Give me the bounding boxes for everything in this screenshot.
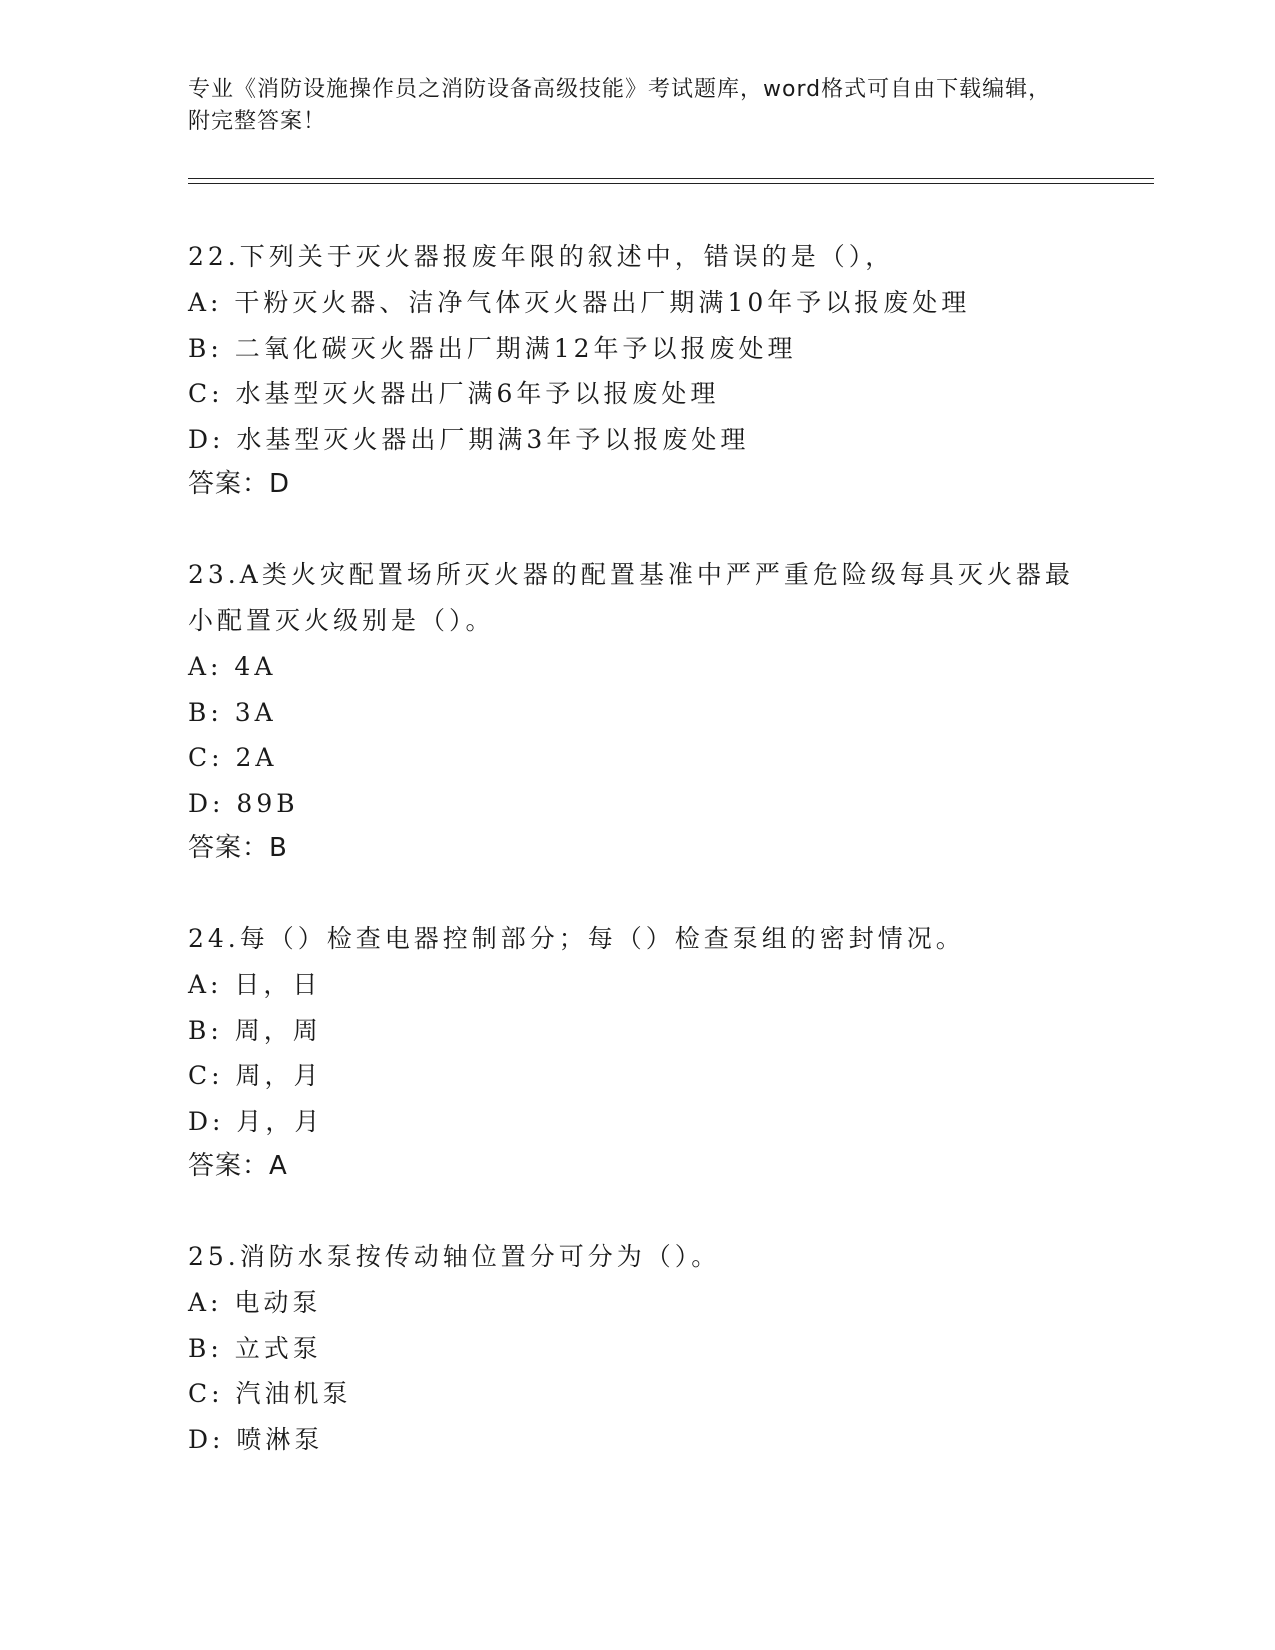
option-d: D: 89B	[188, 788, 299, 818]
question-stem: 24.每（）检查电器控制部分；每（）检查泵组的密封情况。	[188, 924, 965, 953]
option-d: D: 月，月	[188, 1106, 324, 1136]
question-stem: 23.A类火灾配置场所灭火器的配置基准中严严重危险级每具灭火器最小配置灭火级别是（）。	[188, 560, 1074, 635]
answer: 答案：B	[188, 833, 288, 863]
document-header: 专业《消防设施操作员之消防设备高级技能》考试题库，word格式可自由下载编辑，附完整答案！	[188, 77, 1052, 134]
option-c: C: 水基型灭火器出厂满6年予以报废处理	[188, 379, 720, 408]
option-a: A: 日，日	[188, 970, 322, 999]
option-b: B: 3A	[188, 697, 277, 727]
option-a: A: 电动泵	[188, 1288, 322, 1317]
header-divider-bottom	[188, 183, 1154, 184]
option-a: A: 干粉灭火器、洁净气体灭火器出厂期满10年予以报废处理	[188, 288, 971, 317]
option-a: A: 4A	[188, 652, 277, 681]
question-stem: 22.下列关于灭火器报废年限的叙述中，错误的是（），	[188, 242, 895, 271]
question-23	[188, 552, 1088, 871]
question-stem: 25.消防水泵按传动轴位置分可分为（）。	[188, 1242, 721, 1271]
option-c: C: 2A	[188, 743, 278, 772]
header-divider-top	[188, 178, 1154, 179]
option-c: C: 周，月	[188, 1061, 323, 1090]
option-c: C: 汽油机泵	[188, 1379, 352, 1408]
question-22	[188, 234, 1088, 507]
option-d: D: 水基型灭火器出厂期满3年予以报废处理	[188, 424, 750, 454]
question-24	[188, 916, 1088, 1189]
option-b: B: 立式泵	[188, 1333, 322, 1363]
question-list	[188, 234, 1088, 1507]
question-25	[188, 1234, 1088, 1462]
answer: 答案：D	[188, 469, 291, 499]
answer: 答案：A	[188, 1151, 288, 1181]
option-b: B: 周，周	[188, 1015, 322, 1045]
option-d: D: 喷淋泵	[188, 1424, 324, 1454]
option-b: B: 二氧化碳灭火器出厂期满12年予以报废处理	[188, 333, 797, 363]
